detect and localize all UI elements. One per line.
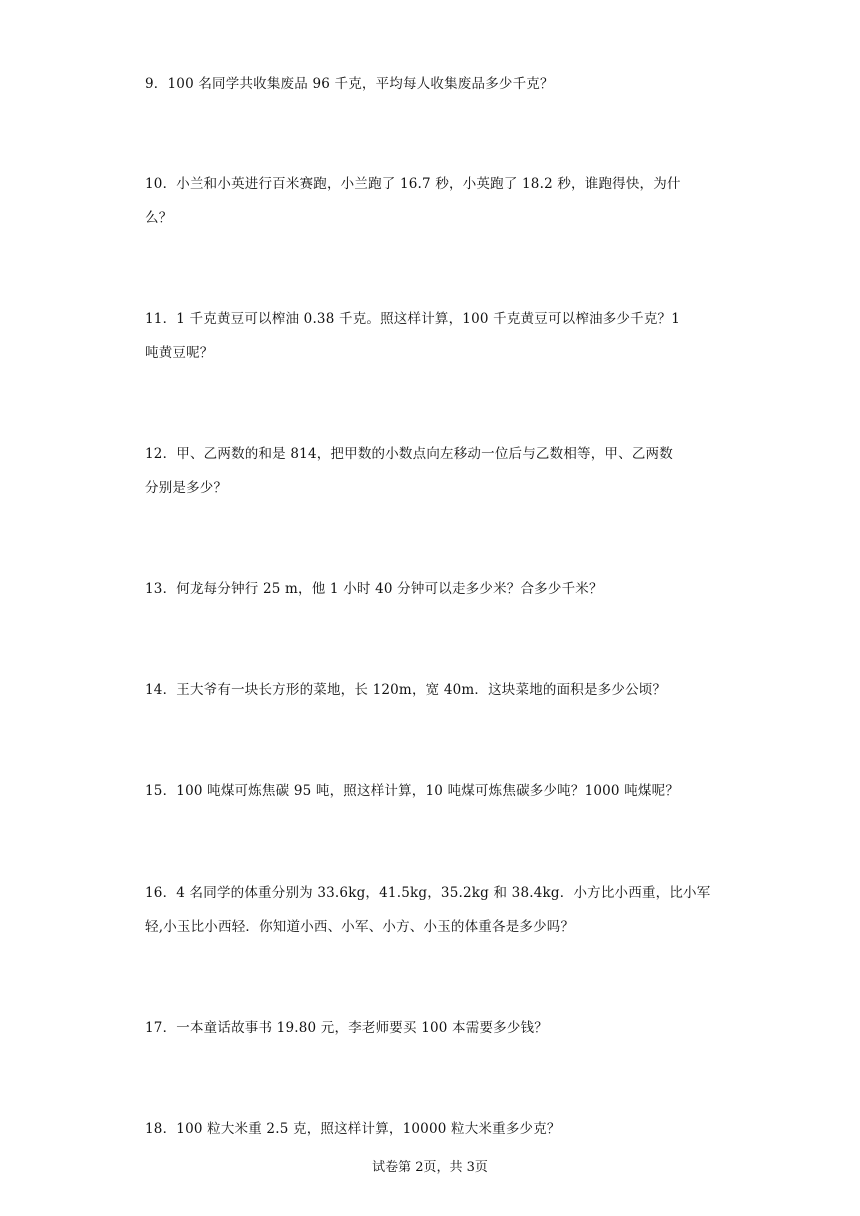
question-line: 17．一本童话故事书 19.80 元，李老师要买 100 本需要多少钱？: [145, 1020, 548, 1036]
question-line: 9．100 名同学共收集废品 96 千克，平均每人收集废品多少千克？: [145, 76, 554, 92]
question-line: 分别是多少？: [145, 480, 228, 496]
question-line: 10．小兰和小英进行百米赛跑，小兰跑了 16.7 秒，小英跑了 18.2 秒，谁跑得快，为什: [145, 176, 681, 192]
question-11: [145, 302, 720, 370]
question-line: 18．100 粒大米重 2.5 克，照这样计算，10000 粒大米重多少克？: [145, 1121, 561, 1137]
question-line: 13．何龙每分钟行 25 m，他 1 小时 40 分钟可以走多少米？合多少千米？: [145, 581, 603, 597]
question-12: [145, 437, 720, 505]
question-line: 16．4 名同学的体重分别为 33.6kg，41.5kg，35.2kg 和 38.4kg．小方比小西重，比小军: [145, 885, 711, 901]
question-line: 么？: [145, 210, 173, 226]
question-9: [145, 67, 720, 101]
question-line: 吨黄豆呢？: [145, 345, 214, 361]
question-17: [145, 1011, 720, 1045]
question-18: [145, 1112, 720, 1146]
question-15: [145, 774, 720, 808]
page-footer: 试卷第 2页，共 3页: [372, 1160, 488, 1175]
question-13: [145, 572, 720, 606]
question-line: 11．1 千克黄豆可以榨油 0.38 千克。照这样计算，100 千克黄豆可以榨油多少千克？1: [145, 311, 681, 327]
question-line: 14．王大爷有一块长方形的菜地，长 120m，宽 40m．这块菜地的面积是多少公顷？: [145, 682, 667, 698]
question-line: 15．100 吨煤可炼焦碳 95 吨，照这样计算，10 吨煤可炼焦碳多少吨？1000 吨煤呢？: [145, 783, 680, 799]
question-16: [145, 876, 720, 944]
question-14: [145, 673, 720, 707]
question-line: 12．甲、乙两数的和是 814，把甲数的小数点向左移动一位后与乙数相等，甲、乙两数: [145, 446, 673, 462]
question-line: 轻,小玉比小西轻．你知道小西、小军、小方、小玉的体重各是多少吗？: [145, 919, 575, 935]
question-10: [145, 167, 720, 235]
